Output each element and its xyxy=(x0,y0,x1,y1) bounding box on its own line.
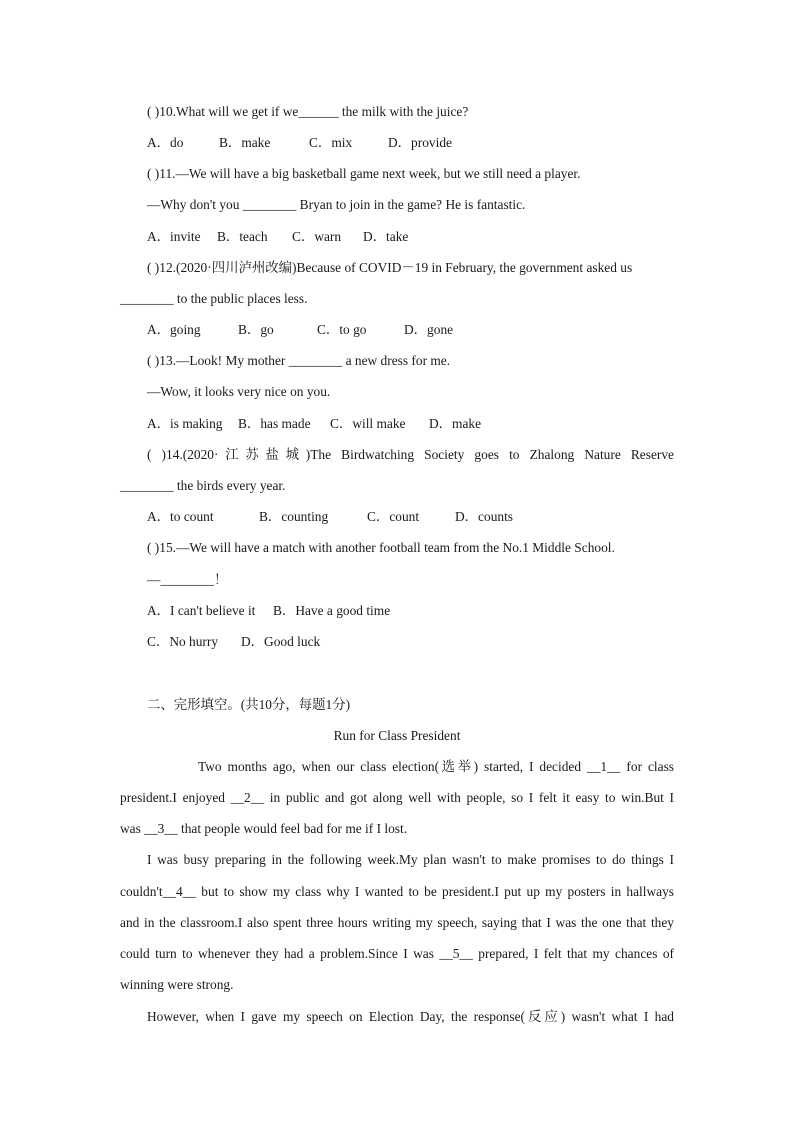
option-b: B．make xyxy=(219,135,271,150)
question-11-stem: ( )11.—We will have a big basketball game next week, but we still need a player. xyxy=(147,166,581,181)
option-c: C．warn xyxy=(292,229,342,244)
section-heading: 二、完形填空。(共10分，每题1分) xyxy=(147,697,351,712)
passage-p2-line5: winning were strong. xyxy=(120,977,234,992)
option-d: D．provide xyxy=(388,135,452,150)
question-15-stem: ( )15.—We will have a match with another football team from the No.1 Middle School. xyxy=(147,540,615,555)
option-a: A．going xyxy=(147,322,201,337)
question-14-line2: ________ the birds every year. xyxy=(120,478,286,493)
option-a: A．do xyxy=(147,135,184,150)
option-c: C．mix xyxy=(309,135,353,150)
option-b: B．go xyxy=(238,322,274,337)
question-15-options-row1 xyxy=(147,602,390,620)
question-11-line2: —Why don't you ________ Bryan to join in the game? He is fantastic. xyxy=(147,197,526,212)
question-12-options xyxy=(147,321,453,339)
question-15-line2: —________！ xyxy=(147,572,228,587)
passage-p1-line2: president.I enjoyed __2__ in public and got along well with people, so I felt it easy to win.But I xyxy=(120,790,674,805)
question-14-stem: ( )14.(2020·江苏盐城)The Birdwatching Society goes to Zhalong Nature Reserve xyxy=(147,447,674,462)
question-10-options xyxy=(147,134,452,152)
question-14-options xyxy=(147,508,513,526)
question-13-stem: ( )13.—Look! My mother ________ a new dress for me. xyxy=(147,353,451,368)
option-b: B．has made xyxy=(238,416,311,431)
question-12-line2: ________ to the public places less. xyxy=(120,291,308,306)
option-b: B．Have a good time xyxy=(273,603,391,618)
question-10-stem: ( )10.What will we get if we______ the milk with the juice? xyxy=(147,104,469,119)
option-c: C．to go xyxy=(317,322,367,337)
question-11-options xyxy=(147,228,408,246)
option-c: C．will make xyxy=(330,416,406,431)
option-b: B．teach xyxy=(217,229,268,244)
option-a: A．invite xyxy=(147,229,201,244)
option-c: C．count xyxy=(367,509,420,524)
question-13-line2: —Wow, it looks very nice on you. xyxy=(147,384,331,399)
passage-p1-line3: was __3__ that people would feel bad for me if I lost. xyxy=(120,821,408,836)
passage-p2-line1: I was busy preparing in the following week.My plan wasn't to make promises to do things I xyxy=(147,852,674,867)
option-d: D．make xyxy=(429,416,482,431)
option-d: D．take xyxy=(363,229,409,244)
question-15-options-row2 xyxy=(147,633,320,651)
option-a: A．is making xyxy=(147,416,223,431)
option-a: A．to count xyxy=(147,509,214,524)
option-d: D．gone xyxy=(404,322,454,337)
passage-title: Run for Class President xyxy=(333,728,461,743)
passage-p2-line3: and in the classroom.I also spent three hours writing my speech, saying that I was the one that they xyxy=(120,915,674,930)
question-12-stem: ( )12.(2020·四川泸州改编)Because of COVID－19 in February, the government asked us xyxy=(147,260,633,275)
option-d: D．counts xyxy=(455,509,514,524)
option-c: C．No hurry xyxy=(147,634,219,649)
question-13-options xyxy=(147,415,481,433)
passage-p3-line1: However, when I gave my speech on Election Day, the response(反应) wasn't what I had xyxy=(147,1009,674,1024)
passage-p2-line2: couldn't__4__ but to show my class why I wanted to be president.I put up my posters in hallways xyxy=(120,884,674,899)
option-a: A．I can't believe it xyxy=(147,603,256,618)
option-d: D．Good luck xyxy=(241,634,321,649)
option-b: B．counting xyxy=(259,509,329,524)
passage-p2-line4: could turn to whenever they had a problem.Since I was __5__ prepared, I felt that my chances of xyxy=(120,946,674,961)
passage-p1-line1: Two months ago, when our class election(选举) started, I decided __1__ for class xyxy=(198,759,674,774)
